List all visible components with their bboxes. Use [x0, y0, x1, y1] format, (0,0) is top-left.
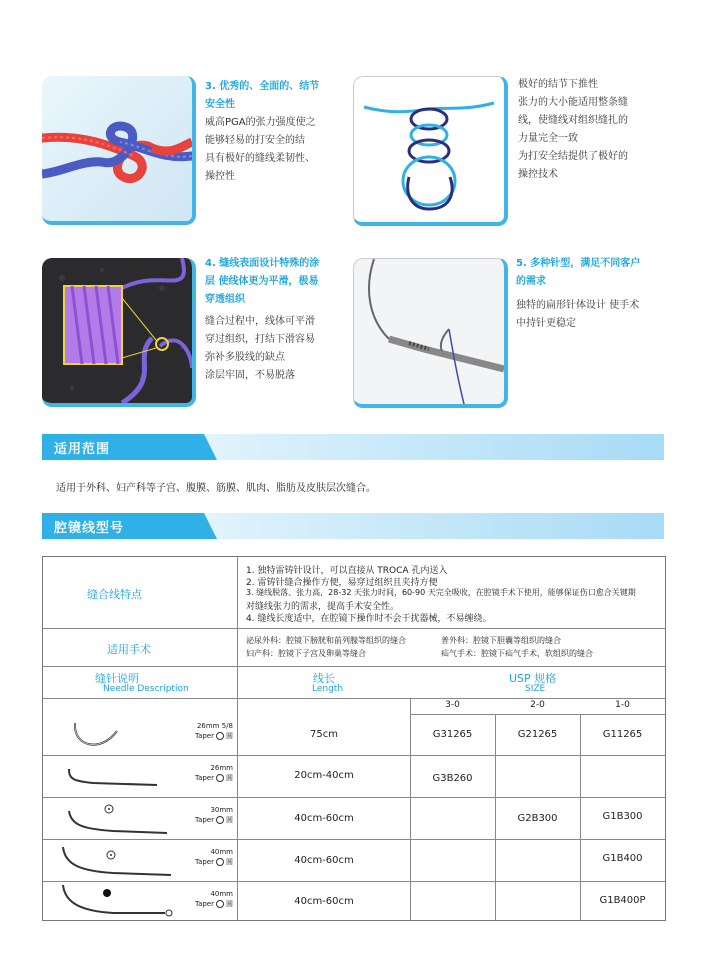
- feature-note-5: 4. 缝线长度适中，在腔镜下操作时不会干扰器械，不易缠绕。: [246, 614, 492, 624]
- feature-4-title-line1: 4. 缝线表面设计特殊的涂: [205, 258, 320, 269]
- usp-header-en: SIZE: [525, 684, 546, 694]
- feature-3-title-line2: 安全性: [205, 99, 235, 110]
- needle-shape-icon: [63, 801, 173, 837]
- feature-2-body-line6: 操控技术: [518, 169, 558, 180]
- row-code-2-0: G2B300: [517, 813, 558, 824]
- model-title: 腔镜线型号: [54, 521, 125, 536]
- needle-round: 圆: [226, 774, 233, 782]
- feature-note-4: 对缝线张力的需求，提高手术安全性。: [246, 602, 400, 612]
- usp-header-cn: USP 规格: [509, 672, 557, 685]
- feature-2-body-line1: 极好的结节下推性: [518, 79, 598, 90]
- needle-round: 圆: [226, 900, 233, 908]
- round-circle-icon: [216, 774, 224, 782]
- needle-shape-icon: [57, 843, 177, 879]
- needle-header-en: Needle Description: [103, 684, 189, 694]
- feature-5-text: [516, 255, 676, 333]
- needle-shape-icon: [71, 719, 131, 755]
- row-length: 20cm-40cm: [294, 770, 354, 781]
- scope-text: 适用于外科、妇产科等子宫、腹膜、筋膜、肌肉、脂肪及皮肤层次缝合。: [56, 483, 376, 494]
- surgery-right-2: 疝气手术：腔镜下疝气手术，软组织的缝合: [441, 649, 593, 658]
- knot-image: [42, 76, 196, 225]
- row-code-1-0: G1B300: [602, 811, 643, 822]
- row-length: 40cm-60cm: [294, 896, 354, 907]
- feature-4-body-line4: 涂层牢固，不易脱落: [205, 370, 295, 381]
- feature-2-body-line5: 为打安全结提供了极好的: [518, 151, 628, 162]
- needle-round: 圆: [226, 858, 233, 866]
- length-header-en: Length: [312, 684, 344, 694]
- round-circle-icon: [216, 816, 224, 824]
- feature-3-text: [205, 78, 355, 186]
- round-circle-icon: [216, 732, 224, 740]
- feature-3-body-line2: 能够轻易的打安全的结: [205, 135, 305, 146]
- feature-5-title-line1: 5. 多种针型，满足不同客户: [516, 258, 641, 269]
- round-circle-icon: [216, 900, 224, 908]
- row-code-3-0: G3B260: [432, 773, 473, 784]
- model-banner: [42, 513, 664, 539]
- needle-taper: Taper: [194, 858, 214, 866]
- surgery-right-1: 普外科：腔镜下胆囊等组织的缝合: [441, 636, 561, 645]
- knot-diagram: [353, 76, 508, 226]
- size-2-0: 2-0: [530, 700, 545, 710]
- needle-size: 26mm: [210, 764, 233, 772]
- needle-shape-icon: [63, 765, 163, 789]
- feature-2-body-line3: 线，使缝线对组织缝扎的: [518, 115, 628, 126]
- scope-banner: [42, 434, 664, 460]
- spec-table: [42, 556, 666, 921]
- feature-2-body-line4: 力量完全一致: [518, 133, 578, 144]
- feature-4-body-line3: 弥补多股线的缺点: [205, 352, 285, 363]
- needle-size: 40mm: [210, 890, 233, 898]
- needle-taper: Taper: [194, 816, 214, 824]
- needle-spec: [163, 763, 233, 783]
- feature-3-body-line3: 具有极好的缝线柔韧性、: [205, 153, 315, 164]
- needle-holder-image: [353, 258, 508, 408]
- feature-2-body-line2: 张力的大小能适用整条缝: [518, 97, 628, 108]
- coated-thread-image: [42, 258, 196, 407]
- feature-5-title-line2: 的需求: [516, 276, 546, 287]
- features-label: 缝合线特点: [87, 588, 142, 601]
- needle-size: 40mm: [210, 848, 233, 856]
- needle-taper: Taper: [194, 774, 214, 782]
- round-circle-icon: [216, 858, 224, 866]
- feature-3-title-line1: 3. 优秀的、全面的、结节: [205, 81, 320, 92]
- surgery-left-1: 泌尿外科：腔镜下膀胱和前列腺等组织的缝合: [246, 636, 406, 645]
- row-code-1-0: G11265: [602, 729, 643, 740]
- row-length: 40cm-60cm: [294, 813, 354, 824]
- needle-size: 30mm: [210, 806, 233, 814]
- needle-taper: Taper: [194, 732, 214, 740]
- feature-5-body-line2: 中持针更稳定: [516, 318, 576, 329]
- needle-spec: [163, 721, 233, 741]
- feature-4-title-line3: 穿透组织: [205, 294, 245, 305]
- size-3-0: 3-0: [445, 700, 460, 710]
- size-1-0: 1-0: [615, 700, 630, 710]
- feature-2-text: [518, 76, 668, 184]
- surgery-label: 适用手术: [107, 643, 151, 656]
- feature-note-1: 1. 独特雷铸针设计，可以直接从 TROCA 孔内送入: [246, 566, 448, 576]
- needle-spec: [163, 805, 233, 825]
- feature-4-title-line2: 层 使线体更为平滑，极易: [205, 276, 319, 287]
- row-code-1-0: G1B400P: [599, 895, 646, 906]
- needle-round: 圆: [226, 732, 233, 740]
- feature-3-body-line1: 威高PGA的张力强度使之: [205, 117, 316, 128]
- needle-taper: Taper: [194, 900, 214, 908]
- needle-shape-icon: [57, 883, 177, 919]
- feature-4-body-line2: 穿过组织，打结下滑容易: [205, 334, 315, 345]
- scope-title: 适用范围: [54, 442, 111, 457]
- needle-header-cn: 缝针说明: [95, 672, 139, 685]
- row-code-3-0: G31265: [432, 729, 473, 740]
- feature-3-body-line4: 操控性: [205, 171, 235, 182]
- feature-note-3: 3. 缝线脱落、张力高，28-32 天张力时间，60-90 天完全吸收，在腔镜手术下使用，能够保证伤口愈合关键期: [246, 588, 636, 597]
- needle-size: 26mm 5/8: [196, 722, 233, 730]
- needle-spec: [163, 889, 233, 909]
- row-length: 40cm-60cm: [294, 855, 354, 866]
- row-length: 75cm: [310, 729, 338, 740]
- needle-round: 圆: [226, 816, 233, 824]
- row-code-1-0: G1B400: [602, 853, 643, 864]
- needle-spec: [163, 847, 233, 867]
- feature-4-text: [205, 255, 357, 385]
- feature-note-2: 2. 雷铸针缝合操作方便，易穿过组织且夹持方便: [246, 578, 438, 588]
- surgery-left-2: 妇产科：腔镜下子宫及卵巢等缝合: [246, 649, 366, 658]
- feature-5-body-line1: 独特的扁形针体设计 使手术: [516, 300, 640, 311]
- length-header-cn: 线长: [313, 672, 335, 685]
- feature-4-body-line1: 缝合过程中，线体可平滑: [205, 316, 315, 327]
- row-code-2-0: G21265: [517, 729, 558, 740]
